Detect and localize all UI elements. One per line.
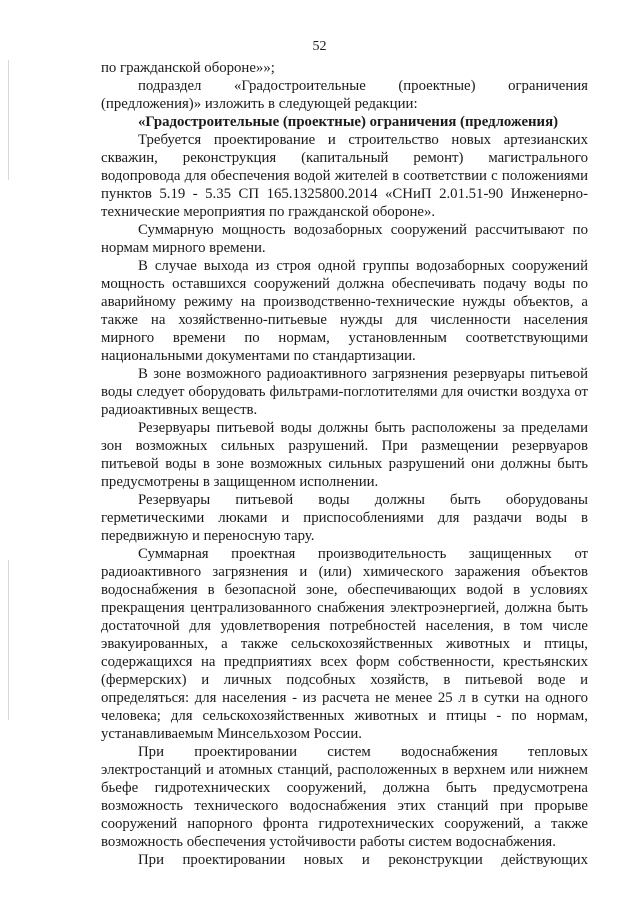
text-line: водопровода для обеспечения водой жителей в соответствии с положениями — [101, 168, 588, 184]
text-line: радиоактивных веществ. — [101, 402, 258, 418]
scan-edge-shadow — [8, 60, 9, 180]
section-heading: «Градостроительные (проектные) ограничения (предложения) — [138, 114, 559, 130]
text-line: При проектировании новых и реконструкции действующих — [138, 852, 588, 868]
text-line: воды следует оборудовать фильтрами-поглотителями для очистки воздуха от — [101, 384, 588, 400]
text-line: скважин, реконструкция (капитальный ремонт) магистрального — [101, 150, 588, 166]
text-line: содержащихся на предприятиях всех форм собственности, крестьянских — [101, 654, 588, 670]
text-line: радиоактивного загрязнения и (или) химического заражения объектов — [101, 564, 588, 580]
text-line: (фермерских) и личных подсобных хозяйств, в питьевой воде и — [101, 672, 588, 688]
text-line: человека; для сельскохозяйственных животных и птицы - по нормам, — [101, 708, 588, 724]
text-line: устанавливаемым Минсельхозом России. — [101, 726, 362, 742]
text-line: определяться: для населения - из расчета не менее 25 л в сутки на одного — [101, 690, 588, 706]
text-line: При проектировании систем водоснабжения тепловых — [138, 744, 588, 760]
text-line: питьевой воды в зоне возможных сильных разрушений они должны быть — [101, 456, 588, 472]
text-line: прекращения централизованного снабжения электроэнергией, должна быть — [101, 600, 588, 616]
text-line: Резервуары питьевой воды должны быть расположены за пределами — [138, 420, 588, 436]
text-line: Резервуары питьевой воды должны быть оборудованы — [138, 492, 588, 508]
text-line: возможность технического водоснабжения этих станций при прорыве — [101, 798, 588, 814]
page-number: 52 — [312, 39, 327, 54]
text-line: технические мероприятия по гражданской обороне». — [101, 204, 436, 220]
text-line: электростанций и атомных станций, расположенных в верхнем или нижнем — [101, 762, 588, 778]
text-line: В случае выхода из строя одной группы водозаборных сооружений — [138, 258, 588, 274]
text-line: Суммарная проектная производительность защищенных от — [138, 546, 588, 562]
text-line: возможность обеспечения устойчивости работы систем водоснабжения. — [101, 834, 556, 850]
text-line: мощность оставшихся сооружений должна обеспечивать подачу воды по — [101, 276, 588, 292]
text-line: достаточной для удовлетворения потребностей населения, в том числе — [101, 618, 588, 634]
text-line: Суммарную мощность водозаборных сооружений рассчитывают по — [138, 222, 588, 238]
text-line: герметическими люками и приспособлениями для раздачи воды в — [101, 510, 588, 526]
text-line: мирного времени по нормам, установленным соответствующими — [101, 330, 588, 346]
text-line: В зоне возможного радиоактивного загрязнения резервуары питьевой — [138, 366, 588, 382]
text-line: Требуется проектирование и строительство новых артезианских — [138, 132, 588, 148]
text-line: предусмотрены в защищенном исполнении. — [101, 474, 379, 490]
text-line: зон возможных сильных разрушений. При размещении резервуаров — [101, 438, 588, 454]
text-line: по гражданской обороне»»; — [101, 60, 275, 76]
text-line: также на хозяйственно-питьевые нужды для численности населения — [101, 312, 588, 328]
text-line: нормам мирного времени. — [101, 240, 266, 256]
text-line: эвакуированных, а также сельскохозяйственных животных и птицы, — [101, 636, 588, 652]
text-line: пунктов 5.19 - 5.35 СП 165.1325800.2014 «СНиП 2.01.51-90 Инженерно- — [101, 186, 588, 202]
scan-edge-shadow — [8, 560, 9, 720]
text-line: национальными документами по стандартизации. — [101, 348, 416, 364]
text-line: бьефе гидротехнических сооружений, должна быть предусмотрена — [101, 780, 588, 796]
text-line: аварийному режиму на производственно-технические нужды объектов, а — [101, 294, 588, 310]
text-line: (предложения)» изложить в следующей редакции: — [101, 96, 418, 112]
text-line: передвижную и переносную тару. — [101, 528, 315, 544]
text-line: подраздел «Градостроительные (проектные) ограничения — [138, 78, 588, 94]
text-line: сооружений напорного фронта гидротехнических сооружений, а также — [101, 816, 588, 832]
text-line: водоснабжения в безопасной зоне, обеспечивающих водой в условиях — [101, 582, 588, 598]
